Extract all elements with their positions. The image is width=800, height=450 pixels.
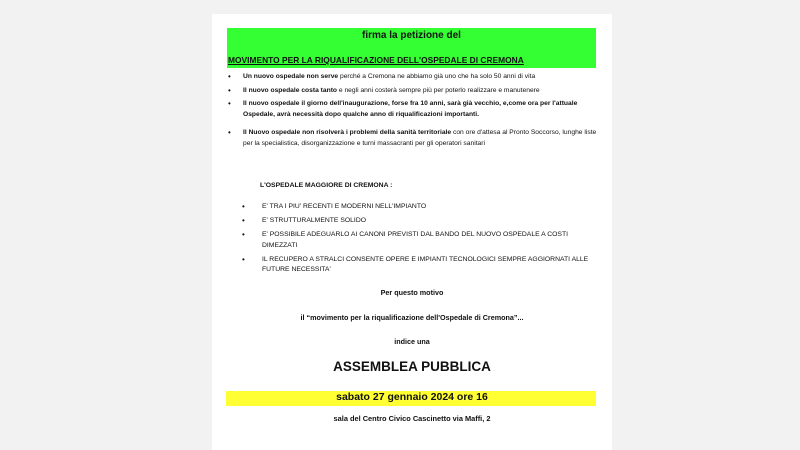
petition-title: firma la petizione del [362, 30, 461, 41]
list-item: • Il Nuovo ospedale non risolverà i problemi della sanità territoriale con ore d'attesa al Pronto Soccorso, lunghe liste per la specialistica, disorganizzazione e turni massacranti per gli operatori sanitari [227, 128, 599, 149]
event-date: sabato 27 gennaio 2024 ore 16 [336, 391, 488, 403]
movement-name: MOVIMENTO PER LA RIQUALIFICAZIONE DELL'OSPEDALE DI CREMONA [228, 55, 524, 65]
list-item: • E' STRUTTURALMENTE SOLIDO [242, 216, 592, 227]
list-item: • Il nuovo ospedale il giorno dell'inaugurazione, forse fra 10 anni, sarà già vecchio, e,come ora per l'attuale Ospedale, avrà necessità dopo qualche anno di riqualificazioni importanti. [227, 99, 599, 120]
list-item: • Un nuovo ospedale non serve perché a Cremona ne abbiamo già uno che ha solo 50 anni di vita [227, 72, 599, 83]
motivo-text: Per questo motivo [380, 288, 444, 297]
movimento-text: il “movimento per la riqualificazione dell'Ospedale di Cremona”... [300, 313, 524, 322]
flyer-page [212, 14, 612, 450]
event-venue: sala del Centro Civico Cascinetto via Maffi, 2 [333, 414, 491, 423]
list-item: • E' TRA I PIU' RECENTI E MODERNI NELL'IMPIANTO [242, 202, 592, 213]
reasons-list [227, 72, 599, 152]
indice-text: indice una [394, 337, 430, 346]
ospedale-heading: L'OSPEDALE MAGGIORE DI CREMONA : [260, 182, 393, 189]
ospedale-features-list [242, 202, 592, 279]
petition-banner [227, 28, 596, 68]
list-item: • Il nuovo ospedale costa tanto e negli anni costerà sempre più per poterlo realizzare e manutenere [227, 86, 599, 97]
assemblea-title: ASSEMBLEA PUBBLICA [333, 359, 491, 374]
list-item: • E' POSSIBILE ADEGUARLO AI CANONI PREVISTI DAL BANDO DEL NUOVO OSPEDALE A COSTI DIMEZZATI [242, 230, 592, 251]
list-item: • IL RECUPERO A STRALCI CONSENTE OPERE E IMPIANTI TECNOLOGICI SEMPRE AGGIORNATI ALLE FUTURE NECESSITA' [242, 255, 592, 276]
